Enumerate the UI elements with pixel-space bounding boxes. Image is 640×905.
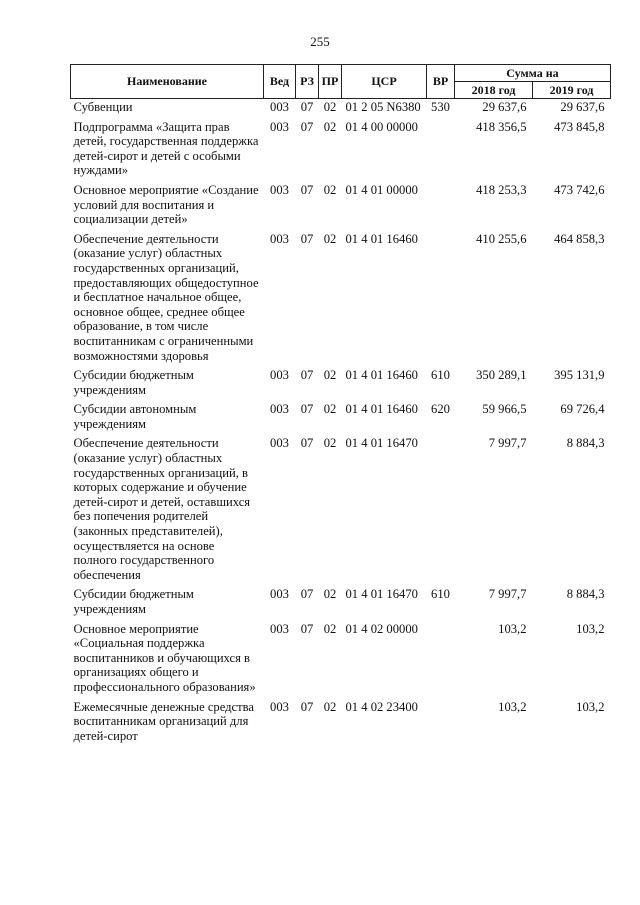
cell-ved: 003 [270,402,289,417]
cell-name: Субсидии автономным учреждениям [73,402,197,431]
cell-rz: 07 [300,436,314,451]
cell-amount-2018: 410 255,6 [476,231,527,246]
table-row [71,99,611,119]
cell-csr: 01 4 01 00000 [345,182,418,197]
cell-pr: 02 [323,182,337,197]
header-vr: ВР [427,65,455,99]
cell-amount-2018: 7 997,7 [488,436,527,451]
cell-ved: 003 [270,231,289,246]
cell-ved: 003 [270,182,289,197]
cell-csr: 01 4 01 16470 [345,587,418,602]
table-row [71,401,611,435]
cell-pr: 02 [323,231,337,246]
cell-amount-2018: 103,2 [498,621,527,636]
cell-vr [427,182,455,231]
cell-amount-2018: 7 997,7 [488,587,527,602]
cell-amount-2018: 350 289,1 [476,368,527,383]
cell-ved: 003 [270,100,289,114]
table-row [71,586,611,620]
cell-csr: 01 4 01 16460 [345,402,418,417]
cell-amount-2018: 103,2 [498,699,527,714]
cell-rz: 07 [300,587,314,602]
cell-rz: 07 [300,119,314,134]
cell-rz: 07 [300,621,314,636]
cell-vr: 530 [431,100,450,114]
cell-amount-2019: 8 884,3 [566,436,605,451]
cell-ved: 003 [270,119,289,134]
cell-vr: 620 [431,402,450,417]
table-row [71,367,611,401]
cell-vr [427,621,455,699]
cell-name: Обеспечение деятельности (оказание услуг) областных государственных организаций, предоставляющих общедоступное и бесплатное начальное общее, основное общее, среднее общее образование, в том числе воспитанникам с ограниченными возможностями здоровья [73,231,259,363]
cell-rz: 07 [300,100,314,114]
cell-name: Субсидии бюджетным учреждениям [73,587,194,616]
cell-ved: 003 [270,368,289,383]
table-row [71,231,611,367]
table-body [71,99,611,748]
cell-csr: 01 4 00 00000 [345,119,418,134]
header-sum-group: Сумма на [455,65,611,82]
table-row [71,699,611,748]
cell-name: Подпрограмма «Защита прав детей, государственная поддержка детей-сирот и детей с особыми нуждами» [73,119,259,178]
table-row [71,119,611,182]
cell-pr: 02 [323,402,337,417]
cell-amount-2019: 103,2 [576,621,605,636]
cell-csr: 01 4 02 00000 [345,621,418,636]
cell-name: Субсидии бюджетным учреждениям [73,368,194,397]
budget-table [70,64,611,747]
cell-vr: 610 [431,587,450,602]
header-rz: РЗ [296,65,319,99]
cell-vr [427,435,455,586]
table-row [71,621,611,699]
cell-amount-2018: 59 966,5 [482,402,527,417]
table-row [71,182,611,231]
header-pr: ПР [319,65,342,99]
cell-amount-2019: 8 884,3 [566,587,605,602]
header-csr: ЦСР [342,65,427,99]
cell-amount-2019: 395 131,9 [554,368,605,383]
cell-amount-2019: 464 858,3 [554,231,605,246]
cell-rz: 07 [300,402,314,417]
cell-pr: 02 [323,436,337,451]
cell-amount-2018: 418 253,3 [476,182,527,197]
cell-rz: 07 [300,182,314,197]
cell-pr: 02 [323,100,337,114]
cell-ved: 003 [270,699,289,714]
cell-pr: 02 [323,119,337,134]
cell-name: Основное мероприятие «Создание условий для воспитания и социализации детей» [73,182,259,227]
header-year-2018: 2018 год [455,82,533,99]
cell-ved: 003 [270,621,289,636]
cell-amount-2019: 29 637,6 [560,100,605,114]
cell-pr: 02 [323,621,337,636]
cell-amount-2018: 29 637,6 [482,100,527,114]
header-ved: Вед [264,65,296,99]
cell-amount-2019: 69 726,4 [560,402,605,417]
cell-csr: 01 4 02 23400 [345,699,418,714]
cell-rz: 07 [300,231,314,246]
cell-csr: 01 2 05 N6380 [345,100,421,114]
cell-name: Основное мероприятие «Социальная поддержка воспитанников и обучающихся в организациях общего и профессионального образования» [73,621,256,694]
page-number: 255 [310,34,330,49]
cell-pr: 02 [323,587,337,602]
cell-amount-2019: 473 845,8 [554,119,605,134]
cell-name: Обеспечение деятельности (оказание услуг) областных государственных организаций, в которых содержание и обучение детей-сирот и детей, оставшихся без попечения родителей (законных представителей), осуществляется на основе полного государственного обеспечения [73,436,251,582]
cell-ved: 003 [270,587,289,602]
cell-name: Ежемесячные денежные средства воспитанникам организаций для детей-сирот [73,699,254,743]
cell-vr [427,231,455,367]
cell-name: Субвенции [73,100,133,114]
cell-csr: 01 4 01 16460 [345,368,418,383]
cell-ved: 003 [270,436,289,451]
cell-rz: 07 [300,368,314,383]
cell-rz: 07 [300,699,314,714]
cell-pr: 02 [323,699,337,714]
cell-vr: 610 [431,368,450,383]
header-name: Наименование [71,65,264,99]
cell-csr: 01 4 01 16460 [345,231,418,246]
cell-vr [427,699,455,748]
cell-pr: 02 [323,368,337,383]
cell-amount-2018: 418 356,5 [476,119,527,134]
table-header [71,65,611,99]
cell-csr: 01 4 01 16470 [345,436,418,451]
cell-amount-2019: 473 742,6 [554,182,605,197]
header-year-2019: 2019 год [533,82,611,99]
cell-amount-2019: 103,2 [576,699,605,714]
cell-vr [427,119,455,182]
table-row [71,435,611,586]
